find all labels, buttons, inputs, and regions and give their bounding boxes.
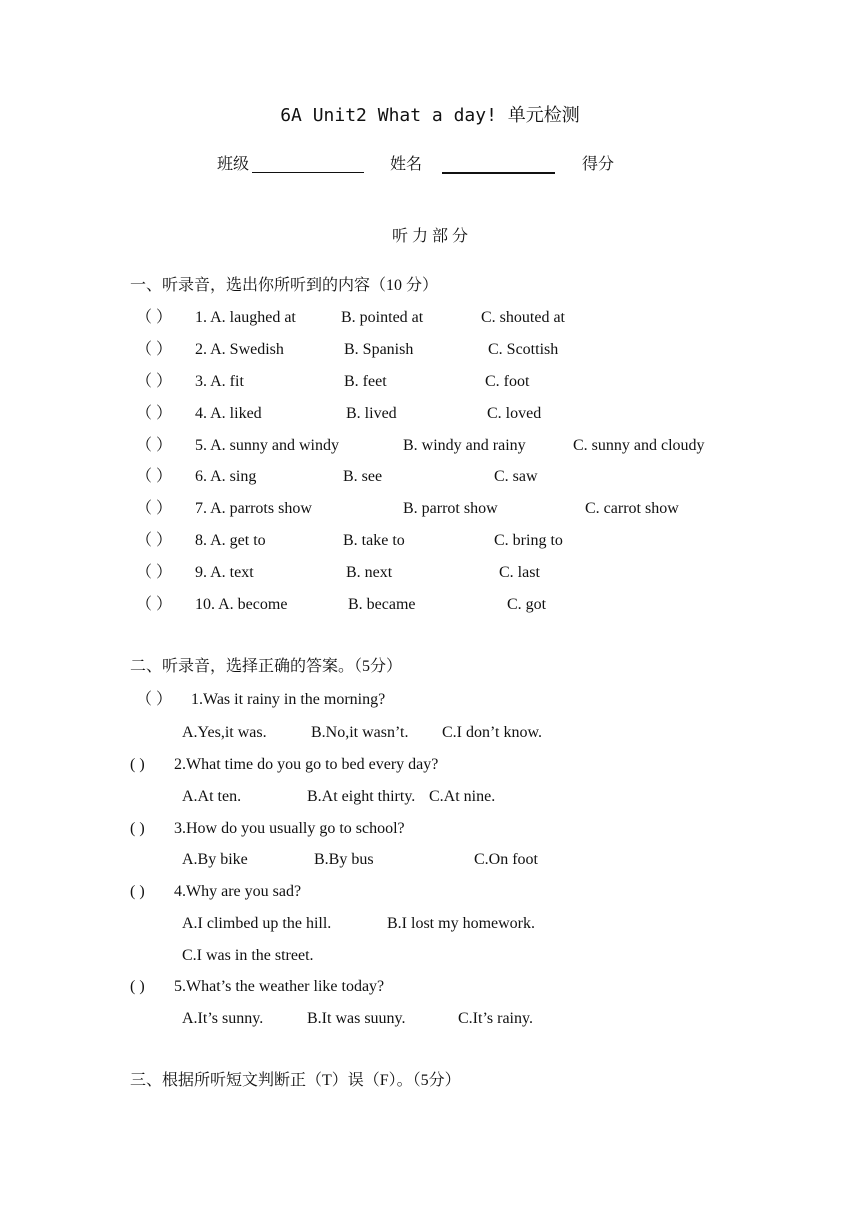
option-b: B.By bus <box>314 851 374 868</box>
answer-bracket[interactable]: （ ） <box>136 405 173 422</box>
question-option-a: 8. A. get to <box>195 532 266 549</box>
answer-bracket[interactable]: （ ） <box>136 437 173 454</box>
answer-bracket[interactable]: （ ） <box>136 564 173 581</box>
option-a: A.At ten. <box>182 788 242 805</box>
answer-bracket[interactable]: （ ） <box>136 691 173 708</box>
question-option-c: C. saw <box>494 468 538 485</box>
option-b: B.It was suuny. <box>307 1010 406 1027</box>
option-a: A.It’s sunny. <box>182 1010 264 1027</box>
option-c: C.At nine. <box>429 788 496 805</box>
answer-bracket[interactable]: ( ) <box>130 883 145 900</box>
answer-bracket[interactable]: （ ） <box>136 596 173 613</box>
answer-bracket[interactable]: ( ) <box>130 978 145 995</box>
question-option-b: B. next <box>346 564 393 581</box>
question-option-b: B. take to <box>343 532 405 549</box>
option-b: B.No,it wasn’t. <box>311 724 409 741</box>
question-option-a: 3. A. fit <box>195 373 244 390</box>
answer-bracket[interactable]: （ ） <box>136 532 173 549</box>
answer-bracket[interactable]: （ ） <box>136 309 173 326</box>
question-option-b: B. lived <box>346 405 397 422</box>
part2-heading: 二、听录音，选择正确的答案。（5分） <box>130 658 403 675</box>
answer-bracket[interactable]: （ ） <box>136 468 173 485</box>
option-c: C.It’s rainy. <box>458 1010 533 1027</box>
option-c: C.I don’t know. <box>442 724 542 741</box>
answer-bracket[interactable]: ( ) <box>130 756 145 773</box>
answer-bracket[interactable]: （ ） <box>136 373 173 390</box>
option-b: B.I lost my homework. <box>387 915 535 932</box>
question-option-b: B. became <box>348 596 416 613</box>
part1-heading: 一、听录音，选出你所听到的内容（10 分） <box>130 277 439 294</box>
answer-bracket[interactable]: （ ） <box>136 500 173 517</box>
question-option-c: C. shouted at <box>481 309 565 326</box>
question-text: 1.Was it rainy in the morning? <box>191 691 386 708</box>
option-c: C.I was in the street. <box>182 947 314 964</box>
option-a: A.I climbed up the hill. <box>182 915 332 932</box>
option-c: C.On foot <box>474 851 538 868</box>
part3-heading: 三、根据所听短文判断正（T）误（F）。（5分） <box>130 1072 461 1089</box>
answer-bracket[interactable]: ( ) <box>130 820 145 837</box>
question-option-c: C. got <box>507 596 547 613</box>
question-option-b: B. feet <box>344 373 387 390</box>
name-label: 姓名 <box>390 156 423 173</box>
class-label: 班级 <box>217 156 250 173</box>
question-option-c: C. last <box>499 564 540 581</box>
class-blank[interactable] <box>252 158 364 173</box>
question-option-a: 6. A. sing <box>195 468 257 485</box>
answer-bracket[interactable]: （ ） <box>136 341 173 358</box>
question-text: 2.What time do you go to bed every day? <box>174 756 439 773</box>
question-option-a: 4. A. liked <box>195 405 262 422</box>
name-blank[interactable] <box>442 158 555 174</box>
question-option-b: B. pointed at <box>341 309 424 326</box>
question-option-c: C. sunny and cloudy <box>573 437 705 454</box>
question-option-a: 9. A. text <box>195 564 254 581</box>
question-text: 3.How do you usually go to school? <box>174 820 405 837</box>
question-option-a: 7. A. parrots show <box>195 500 312 517</box>
question-option-a: 10. A. become <box>195 596 288 613</box>
question-option-b: B. parrot show <box>403 500 498 517</box>
option-b: B.At eight thirty. <box>307 788 416 805</box>
score-label: 得分 <box>582 156 615 173</box>
question-option-b: B. windy and rainy <box>403 437 526 454</box>
question-text: 5.What’s the weather like today? <box>174 978 385 995</box>
option-a: A.By bike <box>182 851 248 868</box>
question-option-a: 5. A. sunny and windy <box>195 437 339 454</box>
section-listening-heading: 听 力 部 分 <box>391 228 468 245</box>
question-option-b: B. see <box>343 468 383 485</box>
question-option-a: 2. A. Swedish <box>195 341 284 358</box>
page-title: 6A Unit2 What a day! 单元检测 <box>280 105 580 126</box>
question-text: 4.Why are you sad? <box>174 883 302 900</box>
question-option-c: C. bring to <box>494 532 563 549</box>
option-a: A.Yes,it was. <box>182 724 267 741</box>
question-option-b: B. Spanish <box>344 341 414 358</box>
question-option-a: 1. A. laughed at <box>195 309 296 326</box>
question-option-c: C. loved <box>487 405 542 422</box>
question-option-c: C. foot <box>485 373 530 390</box>
question-option-c: C. Scottish <box>488 341 559 358</box>
question-option-c: C. carrot show <box>585 500 679 517</box>
